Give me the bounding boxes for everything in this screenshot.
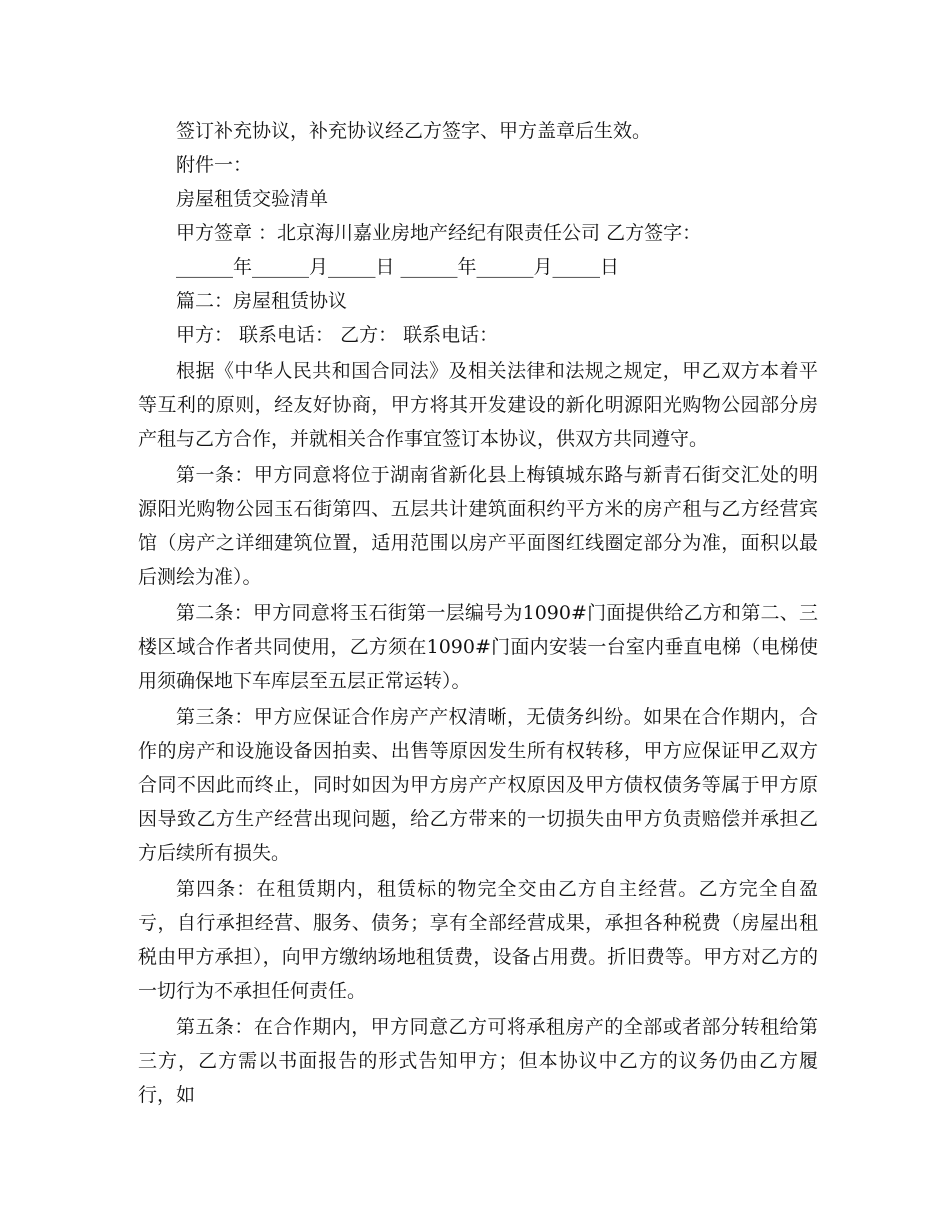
document-page bbox=[138, 116, 818, 1114]
paragraph-preamble: 根据《中华人民共和国合同法》及相关法律和法规之规定，甲乙双方本着平等互利的原则，经友好协商，甲方将其开发建设的新化明源阳光购物公园部分房产租与乙方合作，并就相关合作事宜签订本协议，供双方共同遵守。 bbox=[138, 360, 818, 450]
text-line-attachment-heading: 附件一： bbox=[176, 154, 253, 176]
paragraph-article-2: 第二条：甲方同意将玉石街第一层编号为1090#门面提供给乙方和第二、三楼区域合作者共同使用，乙方须在1090#门面内安装一台室内垂直电梯（电梯使用须确保地下车库层至五层正常运转）。 bbox=[138, 602, 818, 692]
parties-line: 甲方： 联系电话： 乙方： 联系电话： bbox=[176, 324, 499, 346]
paragraph-article-4: 第四条：在租赁期内，租赁标的物完全交由乙方自主经营。乙方完全自盈亏，自行承担经营、服务、债务；享有全部经营成果，承担各种税费（房屋出租税由甲方承担），向甲方缴纳场地租赁费，设备占用费。折旧费等。甲方对乙方的一切行为不承担任何责任。 bbox=[138, 878, 818, 1002]
text-line-supplement: 签订补充协议，补充协议经乙方签字、甲方盖章后生效。 bbox=[176, 120, 652, 142]
paragraph-article-5: 第五条：在合作期内，甲方同意乙方可将承租房产的全部或者部分转租给第三方，乙方需以书面报告的形式告知甲方；但本协议中乙方的议务仍由乙方履行，如 bbox=[138, 1016, 818, 1106]
date-line: ______年______月_____日 ______年______月_____日 bbox=[176, 256, 620, 278]
section-title: 篇二：房屋租赁协议 bbox=[176, 290, 348, 312]
text-line-attachment-title: 房屋租赁交验清单 bbox=[176, 188, 329, 210]
signature-line: 甲方签章 ：北京海川嘉业房地产经纪有限责任公司 乙方签字： bbox=[176, 222, 702, 244]
paragraph-article-3: 第三条：甲方应保证合作房产产权清晰，无债务纠纷。如果在合作期内，合作的房产和设施设备因拍卖、出售等原因发生所有权转移，甲方应保证甲乙双方合同不因此而终止，同时如因为甲方房产产权原因及甲方债权债务等属于甲方原因导致乙方生产经营出现问题，给乙方带来的一切损失由甲方负责赔偿并承担乙方后续所有损失。 bbox=[138, 706, 818, 864]
paragraph-article-1: 第一条：甲方同意将位于湖南省新化县上梅镇城东路与新青石街交汇处的明源阳光购物公园玉石街第四、五层共计建筑面积约平方米的房产租与乙方经营宾馆（房产之详细建筑位置，适用范围以房产平面图红线圈定部分为准，面积以最后测绘为准）。 bbox=[138, 464, 818, 588]
